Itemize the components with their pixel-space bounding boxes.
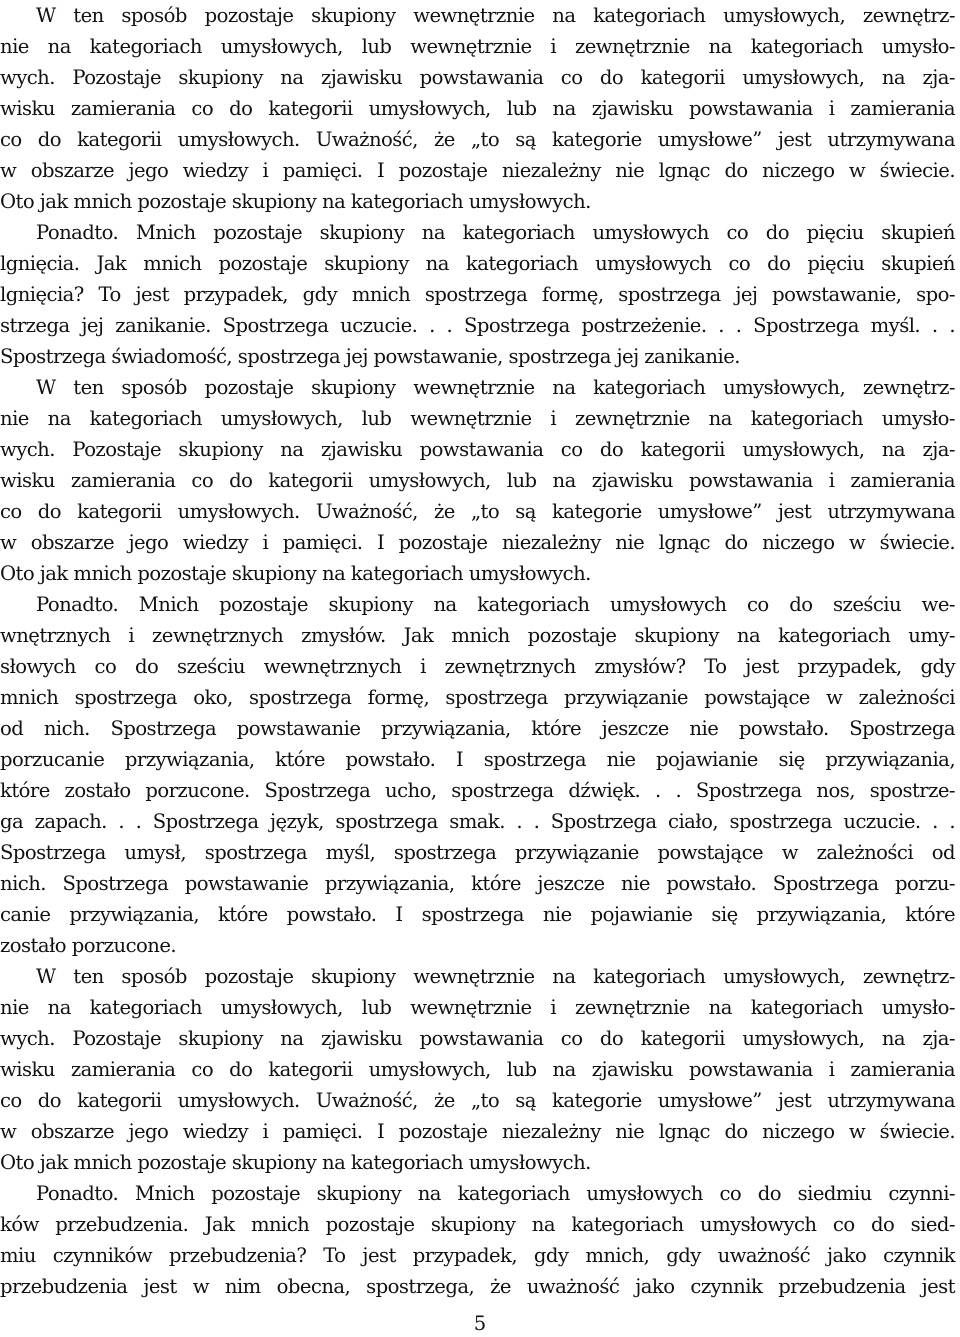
text-line: canie przywiązania, które powstało. I spostrzega nie pojawianie się przywiązania, które <box>0 903 955 926</box>
text-line: wych. Pozostaje skupiony na zjawisku powstawania co do kategorii umysłowych, na zja- <box>0 1027 955 1050</box>
text-line: zostało porzucone. <box>0 934 177 957</box>
text-line: W ten sposób pozostaje skupiony wewnętrznie na kategoriach umysłowych, zewnętrz- <box>36 965 955 988</box>
text-line: lgnięcia? To jest przypadek, gdy mnich spostrzega formę, spostrzega jej powstawanie, spo- <box>0 283 955 306</box>
page-number: 5 <box>473 1312 487 1335</box>
text-line: co do kategorii umysłowych. Uważność, że „to są kategorie umysłowe” jest utrzymywana <box>0 128 955 151</box>
text-line: miu czynników przebudzenia? To jest przypadek, gdy mnich, gdy uważność jako czynnik <box>0 1244 955 1267</box>
text-line: W ten sposób pozostaje skupiony wewnętrznie na kategoriach umysłowych, zewnętrz- <box>36 376 955 399</box>
text-line: od nich. Spostrzega powstawanie przywiązania, które jeszcze nie powstało. Spostrzega <box>0 717 955 740</box>
text-line: które zostało porzucone. Spostrzega ucho, spostrzega dźwięk. . . Spostrzega nos, spostrze- <box>0 779 955 802</box>
text-line: nich. Spostrzega powstawanie przywiązania, które jeszcze nie powstało. Spostrzega porzu- <box>0 872 955 895</box>
text-line: wisku zamierania co do kategorii umysłowych, lub na zjawisku powstawania i zamierania <box>0 469 955 492</box>
text-line: wisku zamierania co do kategorii umysłowych, lub na zjawisku powstawania i zamierania <box>0 97 955 120</box>
text-line: W ten sposób pozostaje skupiony wewnętrznie na kategoriach umysłowych, zewnętrz- <box>36 4 955 27</box>
text-line: nie na kategoriach umysłowych, lub wewnętrznie i zewnętrznie na kategoriach umysło- <box>0 407 955 430</box>
text-line: Spostrzega umysł, spostrzega myśl, spostrzega przywiązanie powstające w zależności od <box>0 841 955 864</box>
text-line: słowych co do sześciu wewnętrznych i zewnętrznych zmysłów? To jest przypadek, gdy <box>0 655 955 678</box>
text-line: przebudzenia jest w nim obecna, spostrzega, że uważność jako czynnik przebudzenia jest <box>0 1275 955 1298</box>
text-line: wnętrznych i zewnętrznych zmysłów. Jak mnich pozostaje skupiony na kategoriach umy- <box>0 624 955 647</box>
text-line: Spostrzega świadomość, spostrzega jej powstawanie, spostrzega jej zanikanie. <box>0 345 740 368</box>
text-line: porzucanie przywiązania, które powstało. I spostrzega nie pojawianie się przywiązania, <box>0 748 955 771</box>
text-line: w obszarze jego wiedzy i pamięci. I pozostaje niezależny nie lgnąc do niczego w świecie. <box>0 1120 955 1143</box>
text-line: wych. Pozostaje skupiony na zjawisku powstawania co do kategorii umysłowych, na zja- <box>0 66 955 89</box>
text-line: Ponadto. Mnich pozostaje skupiony na kategoriach umysłowych co do sześciu we- <box>36 593 955 616</box>
text-line: Ponadto. Mnich pozostaje skupiony na kategoriach umysłowych co do pięciu skupień <box>36 221 955 244</box>
text-line: nie na kategoriach umysłowych, lub wewnętrznie i zewnętrznie na kategoriach umysło- <box>0 996 955 1019</box>
text-line: wisku zamierania co do kategorii umysłowych, lub na zjawisku powstawania i zamierania <box>0 1058 955 1081</box>
text-line: w obszarze jego wiedzy i pamięci. I pozostaje niezależny nie lgnąc do niczego w świecie. <box>0 531 955 554</box>
text-line: ga zapach. . . Spostrzega język, spostrzega smak. . . Spostrzega ciało, spostrzega uczucie. . . <box>0 810 955 833</box>
text-line: ków przebudzenia. Jak mnich pozostaje skupiony na kategoriach umysłowych co do sied- <box>0 1213 955 1236</box>
text-line: co do kategorii umysłowych. Uważność, że „to są kategorie umysłowe” jest utrzymywana <box>0 500 955 523</box>
text-line: Oto jak mnich pozostaje skupiony na kategoriach umysłowych. <box>0 562 591 585</box>
text-line: nie na kategoriach umysłowych, lub wewnętrznie i zewnętrznie na kategoriach umysło- <box>0 35 955 58</box>
text-line: Ponadto. Mnich pozostaje skupiony na kategoriach umysłowych co do siedmiu czynni- <box>36 1182 955 1205</box>
text-line: co do kategorii umysłowych. Uważność, że „to są kategorie umysłowe” jest utrzymywana <box>0 1089 955 1112</box>
text-line: Oto jak mnich pozostaje skupiony na kategoriach umysłowych. <box>0 1151 591 1174</box>
text-line: wych. Pozostaje skupiony na zjawisku powstawania co do kategorii umysłowych, na zja- <box>0 438 955 461</box>
text-line: mnich spostrzega oko, spostrzega formę, spostrzega przywiązanie powstające w zależności <box>0 686 955 709</box>
text-line: lgnięcia. Jak mnich pozostaje skupiony na kategoriach umysłowych co do pięciu skupień <box>0 252 955 275</box>
text-line: w obszarze jego wiedzy i pamięci. I pozostaje niezależny nie lgnąc do niczego w świecie. <box>0 159 955 182</box>
text-line: strzega jej zanikanie. Spostrzega uczucie. . . Spostrzega postrzeżenie. . . Spostrzega myśl. . . <box>0 314 955 337</box>
text-line: Oto jak mnich pozostaje skupiony na kategoriach umysłowych. <box>0 190 591 213</box>
